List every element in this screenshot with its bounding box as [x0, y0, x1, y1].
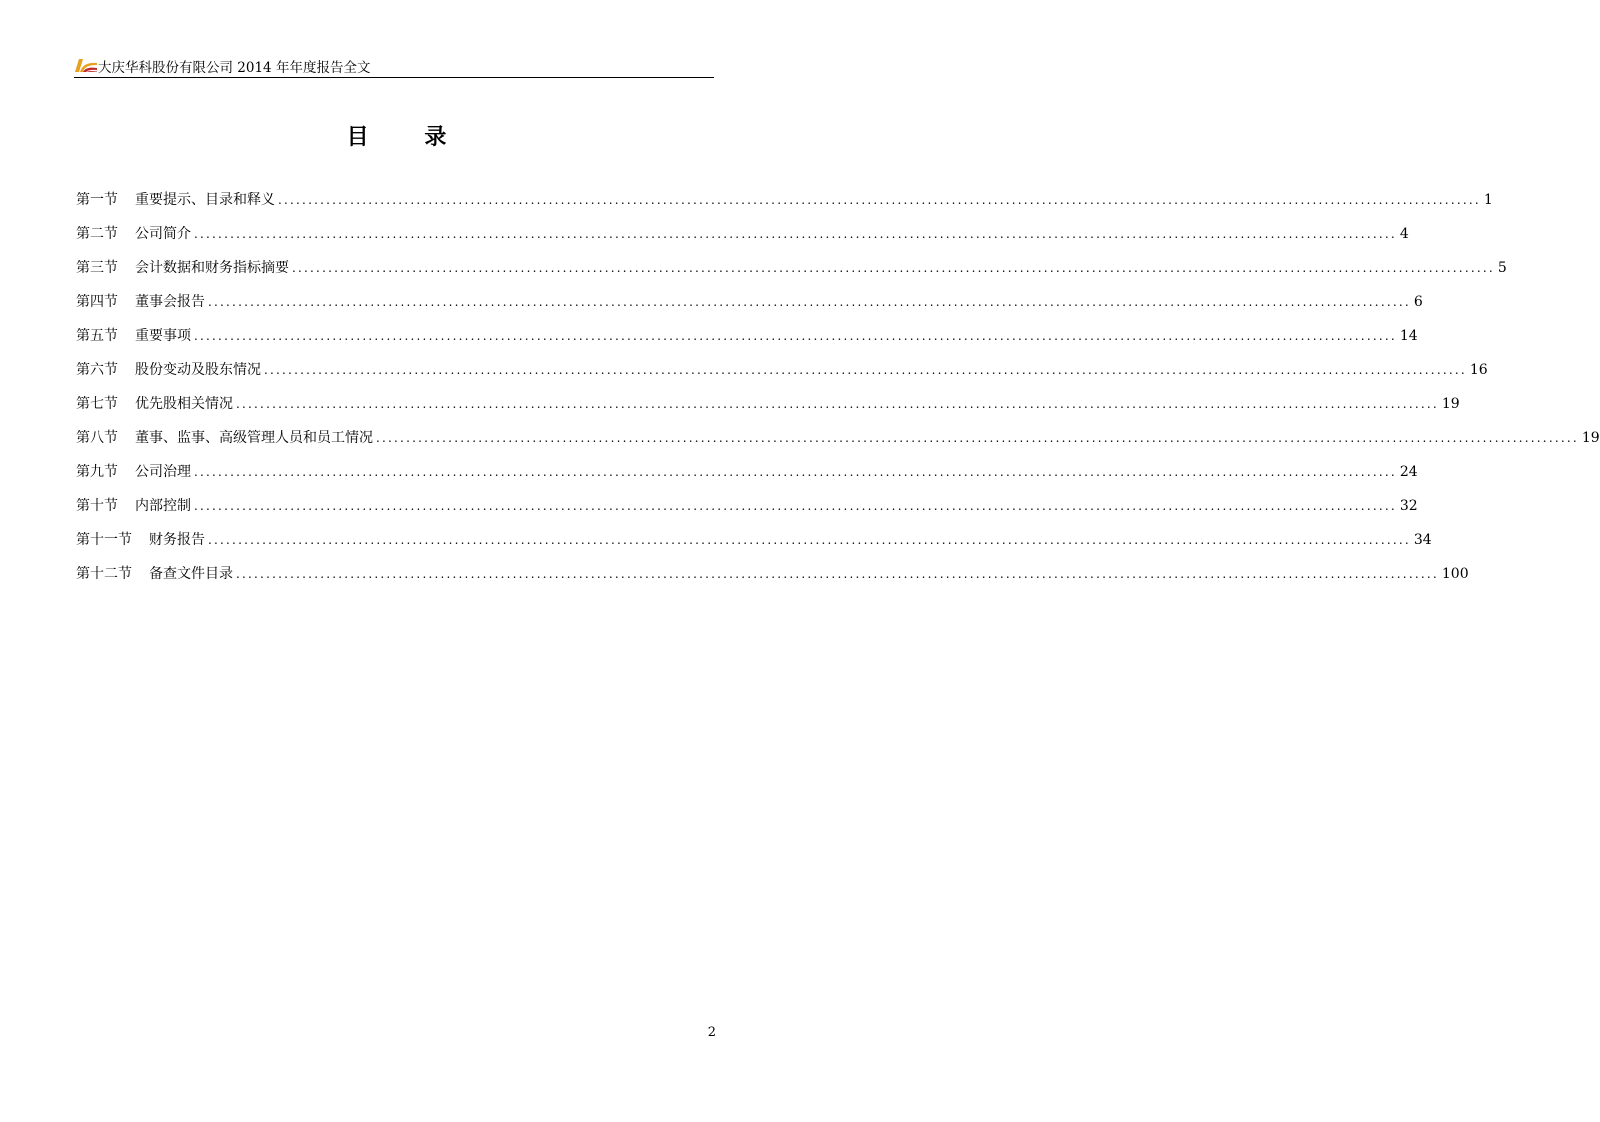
toc-entry[interactable] [76, 190, 1493, 224]
toc-leader-dots: ........................................................................................................................................................................................................ [208, 295, 1411, 309]
toc-leader-dots: ........................................................................................................................................................................................................ [264, 363, 1467, 377]
toc-page-number: 16 [1469, 362, 1488, 378]
toc-section-title: 备查文件目录 [149, 566, 233, 582]
toc-section-number: 第二节 [76, 226, 118, 242]
toc-entry[interactable] [76, 530, 1432, 564]
toc-section-title: 重要提示、目录和释义 [135, 192, 275, 208]
toc-section-number: 第六节 [76, 362, 118, 378]
toc-page-number: 34 [1413, 532, 1432, 548]
toc-section-number: 第十一节 [76, 532, 132, 548]
toc-section-number: 第八节 [76, 430, 118, 446]
toc-entry[interactable] [76, 428, 1600, 462]
toc-section-title: 重要事项 [135, 328, 191, 344]
toc-section-title: 董事会报告 [135, 294, 205, 310]
toc-entry[interactable] [76, 394, 1460, 428]
toc-leader-dots: ........................................................................................................................................................................................................ [236, 397, 1439, 411]
page-number: 2 [707, 1025, 716, 1040]
header-title: 大庆华科股份有限公司 2014 年年度报告全文 [98, 60, 371, 76]
toc-section-number: 第三节 [76, 260, 118, 276]
toc-entry[interactable] [76, 496, 1418, 530]
toc-page-number: 4 [1399, 226, 1409, 242]
toc-leader-dots: ........................................................................................................................................................................................................ [236, 567, 1439, 581]
toc-page-number: 32 [1399, 498, 1418, 514]
toc-section-number: 第四节 [76, 294, 118, 310]
toc-section-title: 董事、监事、高级管理人员和员工情况 [135, 430, 373, 446]
toc-page-number: 1 [1483, 192, 1493, 208]
toc-section-number: 第五节 [76, 328, 118, 344]
toc-entry[interactable] [76, 360, 1488, 394]
toc-page-number: 5 [1497, 260, 1507, 276]
toc-entry[interactable] [76, 224, 1409, 258]
toc-entry[interactable] [76, 462, 1418, 496]
page-title: 目 录 [346, 124, 471, 150]
toc-section-title: 公司简介 [135, 226, 191, 242]
toc-section-title: 财务报告 [149, 532, 205, 548]
toc-section-title: 公司治理 [135, 464, 191, 480]
header-divider [74, 77, 714, 78]
toc-page-number: 19 [1441, 396, 1460, 412]
toc-entry[interactable] [76, 326, 1418, 360]
toc-section-title: 内部控制 [135, 498, 191, 514]
toc-section-number: 第一节 [76, 192, 118, 208]
toc-leader-dots: ........................................................................................................................................................................................................ [194, 499, 1397, 513]
toc-leader-dots: ........................................................................................................................................................................................................ [208, 533, 1411, 547]
table-of-contents [76, 190, 1600, 598]
toc-section-title: 股份变动及股东情况 [135, 362, 261, 378]
toc-leader-dots: ........................................................................................................................................................................................................ [376, 431, 1579, 445]
toc-entry[interactable] [76, 258, 1507, 292]
toc-section-title: 会计数据和财务指标摘要 [135, 260, 289, 276]
toc-entry[interactable] [76, 564, 1469, 598]
toc-section-title: 优先股相关情况 [135, 396, 233, 412]
toc-page-number: 19 [1581, 430, 1600, 446]
toc-page-number: 14 [1399, 328, 1418, 344]
toc-leader-dots: ........................................................................................................................................................................................................ [194, 465, 1397, 479]
company-logo-icon [74, 56, 98, 74]
toc-leader-dots: ........................................................................................................................................................................................................ [194, 227, 1397, 241]
page-header [74, 54, 714, 80]
toc-section-number: 第十节 [76, 498, 118, 514]
toc-section-number: 第七节 [76, 396, 118, 412]
toc-section-number: 第十二节 [76, 566, 132, 582]
toc-leader-dots: ........................................................................................................................................................................................................ [292, 261, 1495, 275]
toc-entry[interactable] [76, 292, 1423, 326]
toc-page-number: 24 [1399, 464, 1418, 480]
toc-leader-dots: ........................................................................................................................................................................................................ [278, 193, 1481, 207]
toc-page-number: 100 [1441, 566, 1469, 582]
toc-section-number: 第九节 [76, 464, 118, 480]
toc-leader-dots: ........................................................................................................................................................................................................ [194, 329, 1397, 343]
toc-page-number: 6 [1413, 294, 1423, 310]
